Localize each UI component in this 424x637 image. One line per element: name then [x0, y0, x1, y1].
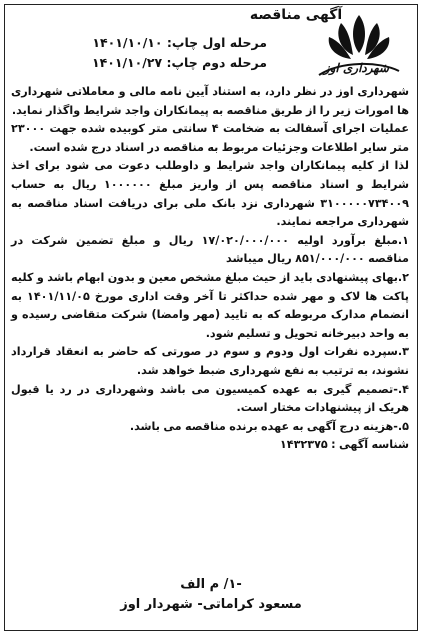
first-print-date: مرحله اول چاپ: ۱۴۰۱/۱۰/۱۰ [92, 35, 267, 50]
condition-item-3: ۳.سپرده نفرات اول ودوم و سوم در صورتی که حاضر به انعقاد قرارداد نشوند، به ترتیب به نفع شهرداری ضبط خواهد شد. [11, 345, 409, 377]
condition-item-1: ۱.مبلغ برآورد اولیه ۱۷/۰۲۰/۰۰۰/۰۰۰ ریال و مبلغ تضمین شرکت در مناقصه ۸۵۱/۰۰۰/۰۰۰ ریال میباشد [11, 233, 409, 266]
notice-header [5, 5, 417, 87]
second-print-date: مرحله دوم چاپ: ۱۴۰۱/۱۰/۲۷ [91, 55, 267, 70]
project-paragraph: عملیات اجرای آسفالت به ضخامت ۴ سانتی متر کوبیده شده جهت ۲۳۰۰۰ متر سایر اطلاعات وجزئیات مربوط به مناقصه در اسناد درج شده است. [11, 122, 409, 154]
condition-item-5: ۵.-هزینه درج آگهی به عهده برنده مناقصه می باشد. [129, 419, 409, 433]
condition-item-2: ۲.بهای پیشنهادی باید از حیث مبلغ مشخص معین و بدون ابهام باشد و کلیه پاکت ها لاک و مهر شده حداکثر تا آخر وقت اداری مورخ ۱۴۰۱/۱۱/۰۵ به انضمام مدارک مربوطه که به تایید (مهر وامضا) شرکت متقاضی رسیده و به واحد دبیرخانه تحویل و تسلیم شود. [11, 270, 409, 340]
signature-block [5, 575, 417, 615]
intro-paragraph: شهرداری اوز در نظر دارد، به استناد آیین نامه مالی و معاملاتی شهرداری ها امورات زیر را از طریق مناقصه به پیمانکاران واجد شرایط واگذار نماید. [11, 85, 409, 117]
notice-title: آگهی مناقصه [249, 7, 343, 23]
tender-notice [4, 4, 418, 631]
condition-item-4: ۴.-تصمیم گیری به عهده کمیسیون می باشد وشهرداری در رد یا قبول هریک از پیشنهادات مختار است. [11, 382, 409, 415]
municipality-logo [301, 9, 411, 85]
reference-code: -۱/ م الف [180, 577, 242, 592]
print-dates [92, 33, 267, 73]
invitation-paragraph: لذا از کلیه پیمانکاران واجد شرایط و داوطلب دعوت می شود برای اخذ شرایط و اسناد مناقصه پس از واریز مبلغ ۱۰۰۰۰۰۰ ریال به حساب ۳۱۰۰۰۰۰۷۳۴۰۰۹ شهرداری نزد بانک ملی برای دریافت اسناد مناقصه به شهرداری مراجعه نمایند. [11, 159, 410, 229]
notice-body [11, 83, 409, 455]
logo-caption: شهرداری اوز [323, 61, 389, 75]
signatory: مسعود کراماتی- شهردار اوز [120, 597, 302, 612]
notice-id: شناسه آگهی : ۱۴۳۲۳۷۵ [279, 438, 409, 452]
